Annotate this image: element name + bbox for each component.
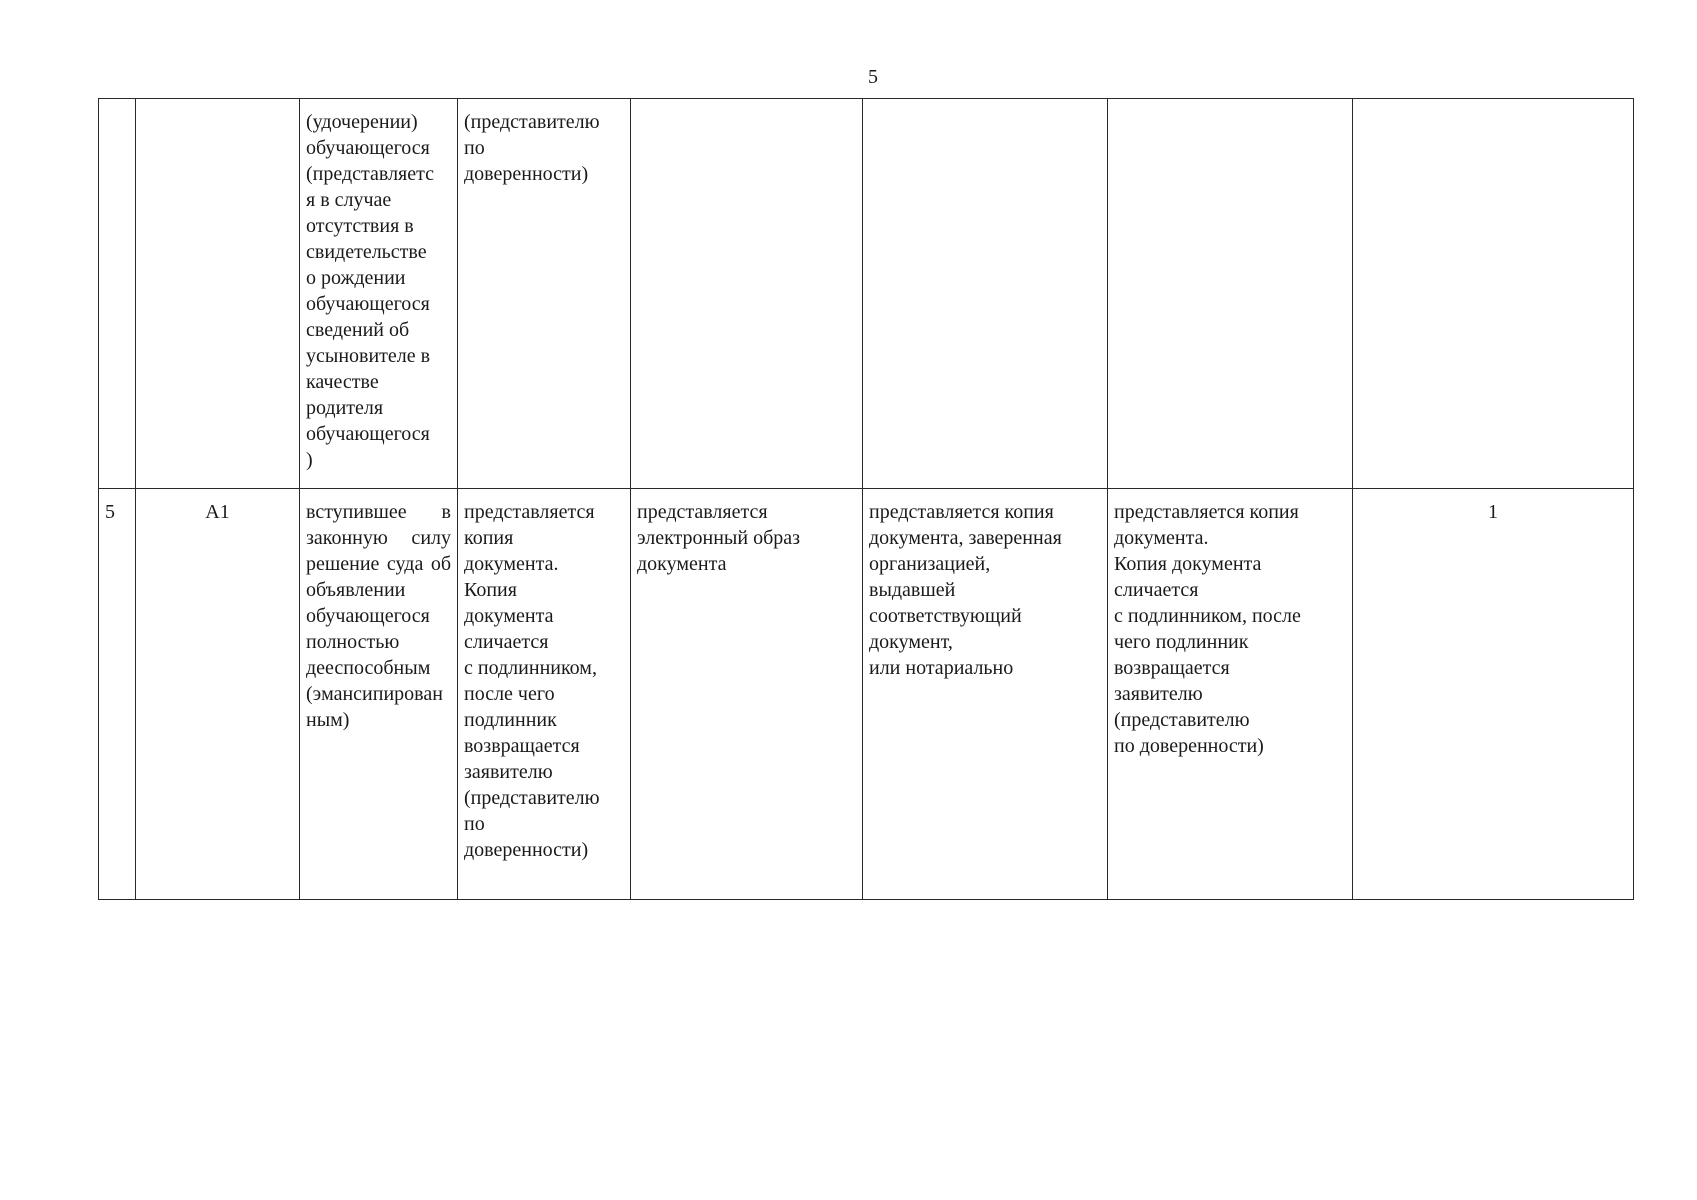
table-cell [863,99,1108,489]
table-cell: (представителю по доверенности) [458,99,631,489]
table-cell [136,99,300,489]
page-number: 5 [868,66,878,88]
table-cell [99,99,136,489]
table-cell: представляется копия документа. Копия документа сличается с подлинником, после чего подлинник возвращается заявителю (представителю по доверенности) [1108,489,1353,900]
table-cell: представляется копия документа. Копия документа сличается с подлинником, после чего подлинник возвращается заявителю (представителю по доверенности) [458,489,631,900]
code-cell: А1 [136,489,300,900]
row-number-cell: 5 [99,489,136,900]
table-row [99,489,1634,900]
table-cell [1353,99,1634,489]
document-table [98,98,1634,900]
table-cell: (удочерении) обучающегося (представляетс я в случае отсутствия в свидетельстве о рождении обучающегося сведений об усыновителе в качестве родителя обучающегося ) [300,99,458,489]
table-row [99,99,1634,489]
table-cell [1108,99,1353,489]
table-cell: представляется копия документа, заверенная организацией, выдавшей соответствующий документ, или нотариально [863,489,1108,900]
count-cell: 1 [1353,489,1634,900]
table-cell: представляется электронный образ документа [631,489,863,900]
table-cell [631,99,863,489]
document-name-cell: вступившее в законную силу решение суда об объявлении обучающегося полностью дееспособным (эмансипированным) [300,489,458,900]
